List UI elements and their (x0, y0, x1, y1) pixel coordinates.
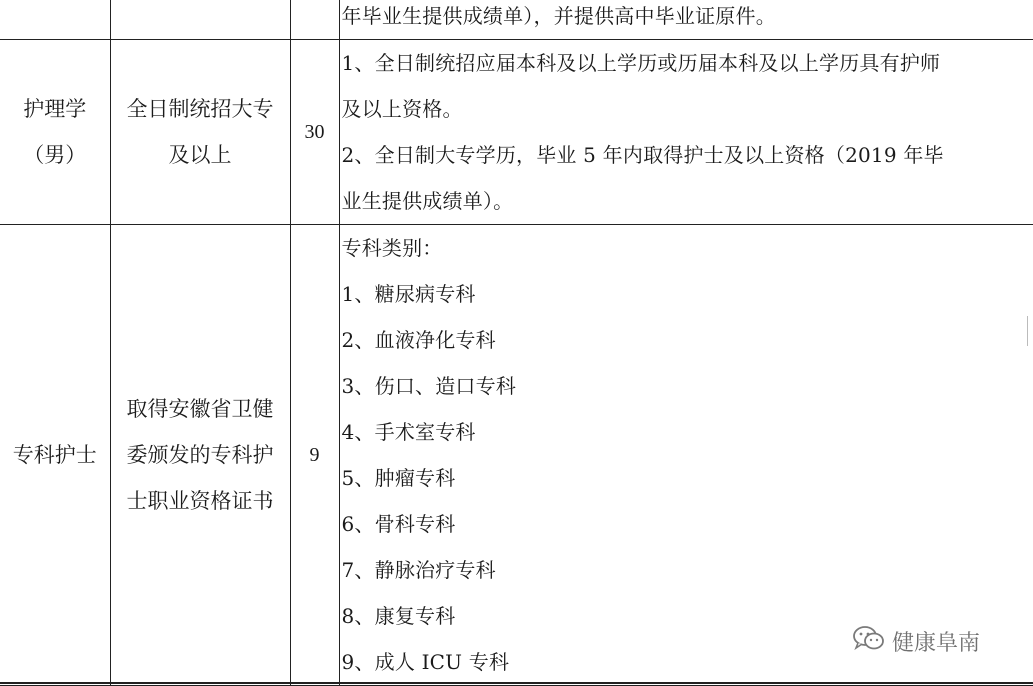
edge-divider (1027, 316, 1033, 346)
table-row (0, 40, 1033, 225)
major-cell (0, 225, 110, 686)
requirements-cell (339, 40, 1033, 225)
watermark (852, 624, 980, 658)
watermark-text: 健康阜南 (892, 630, 981, 656)
requirement-line: 1、全日制统招应届本科及以上学历或历届本科及以上学历具有护师 (341, 51, 941, 75)
count-cell (290, 0, 339, 40)
count-cell (290, 225, 339, 686)
table-row (0, 225, 1033, 686)
specialty-item: 4、手术室专科 (341, 420, 476, 444)
requirements-cell (339, 225, 1033, 686)
education-cell (110, 40, 290, 225)
headcount: 9 (309, 443, 320, 466)
wechat-icon (852, 624, 886, 658)
specialty-item: 1、糖尿病专科 (341, 282, 476, 306)
specialty-item: 3、伤口、造口专科 (341, 374, 517, 398)
major-cell (0, 40, 110, 225)
specialty-item: 2、血液净化专科 (341, 328, 496, 352)
specialty-item: 5、肿瘤专科 (341, 466, 456, 490)
education-requirement: 全日制统招大专 (126, 97, 274, 121)
requirements-cell (339, 0, 1033, 40)
specialty-item: 6、骨科专科 (341, 512, 456, 536)
education-cell (110, 225, 290, 686)
count-cell (290, 40, 339, 225)
specialty-item: 9、成人 ICU 专科 (341, 650, 510, 674)
education-requirement: 取得安徽省卫健 (126, 397, 274, 421)
headcount: 30 (304, 120, 325, 143)
major-label: 专科护士 (12, 443, 97, 467)
requirement-line: 2、全日制大专学历，毕业 5 年内取得护士及以上资格（2019 年毕 (341, 143, 944, 167)
education-requirement: 委颁发的专科护 (126, 443, 274, 467)
requirement-line: 业生提供成绩单）。 (341, 189, 514, 213)
table-row (0, 0, 1033, 40)
major-label: （男） (23, 143, 87, 167)
education-requirement: 士职业资格证书 (126, 489, 274, 513)
table-bottom-border (0, 682, 1033, 684)
specialty-item: 7、静脉治疗专科 (341, 558, 496, 582)
specialty-heading: 专科类别： (341, 236, 443, 260)
requirement-line: 及以上资格。 (341, 97, 463, 121)
education-requirement: 及以上 (168, 143, 232, 167)
major-label: 护理学 (23, 97, 87, 121)
requirement-line: 年毕业生提供成绩单），并提供高中毕业证原件。 (341, 4, 776, 28)
education-cell (110, 0, 290, 40)
specialty-item: 8、康复专科 (341, 604, 456, 628)
major-cell (0, 0, 110, 40)
